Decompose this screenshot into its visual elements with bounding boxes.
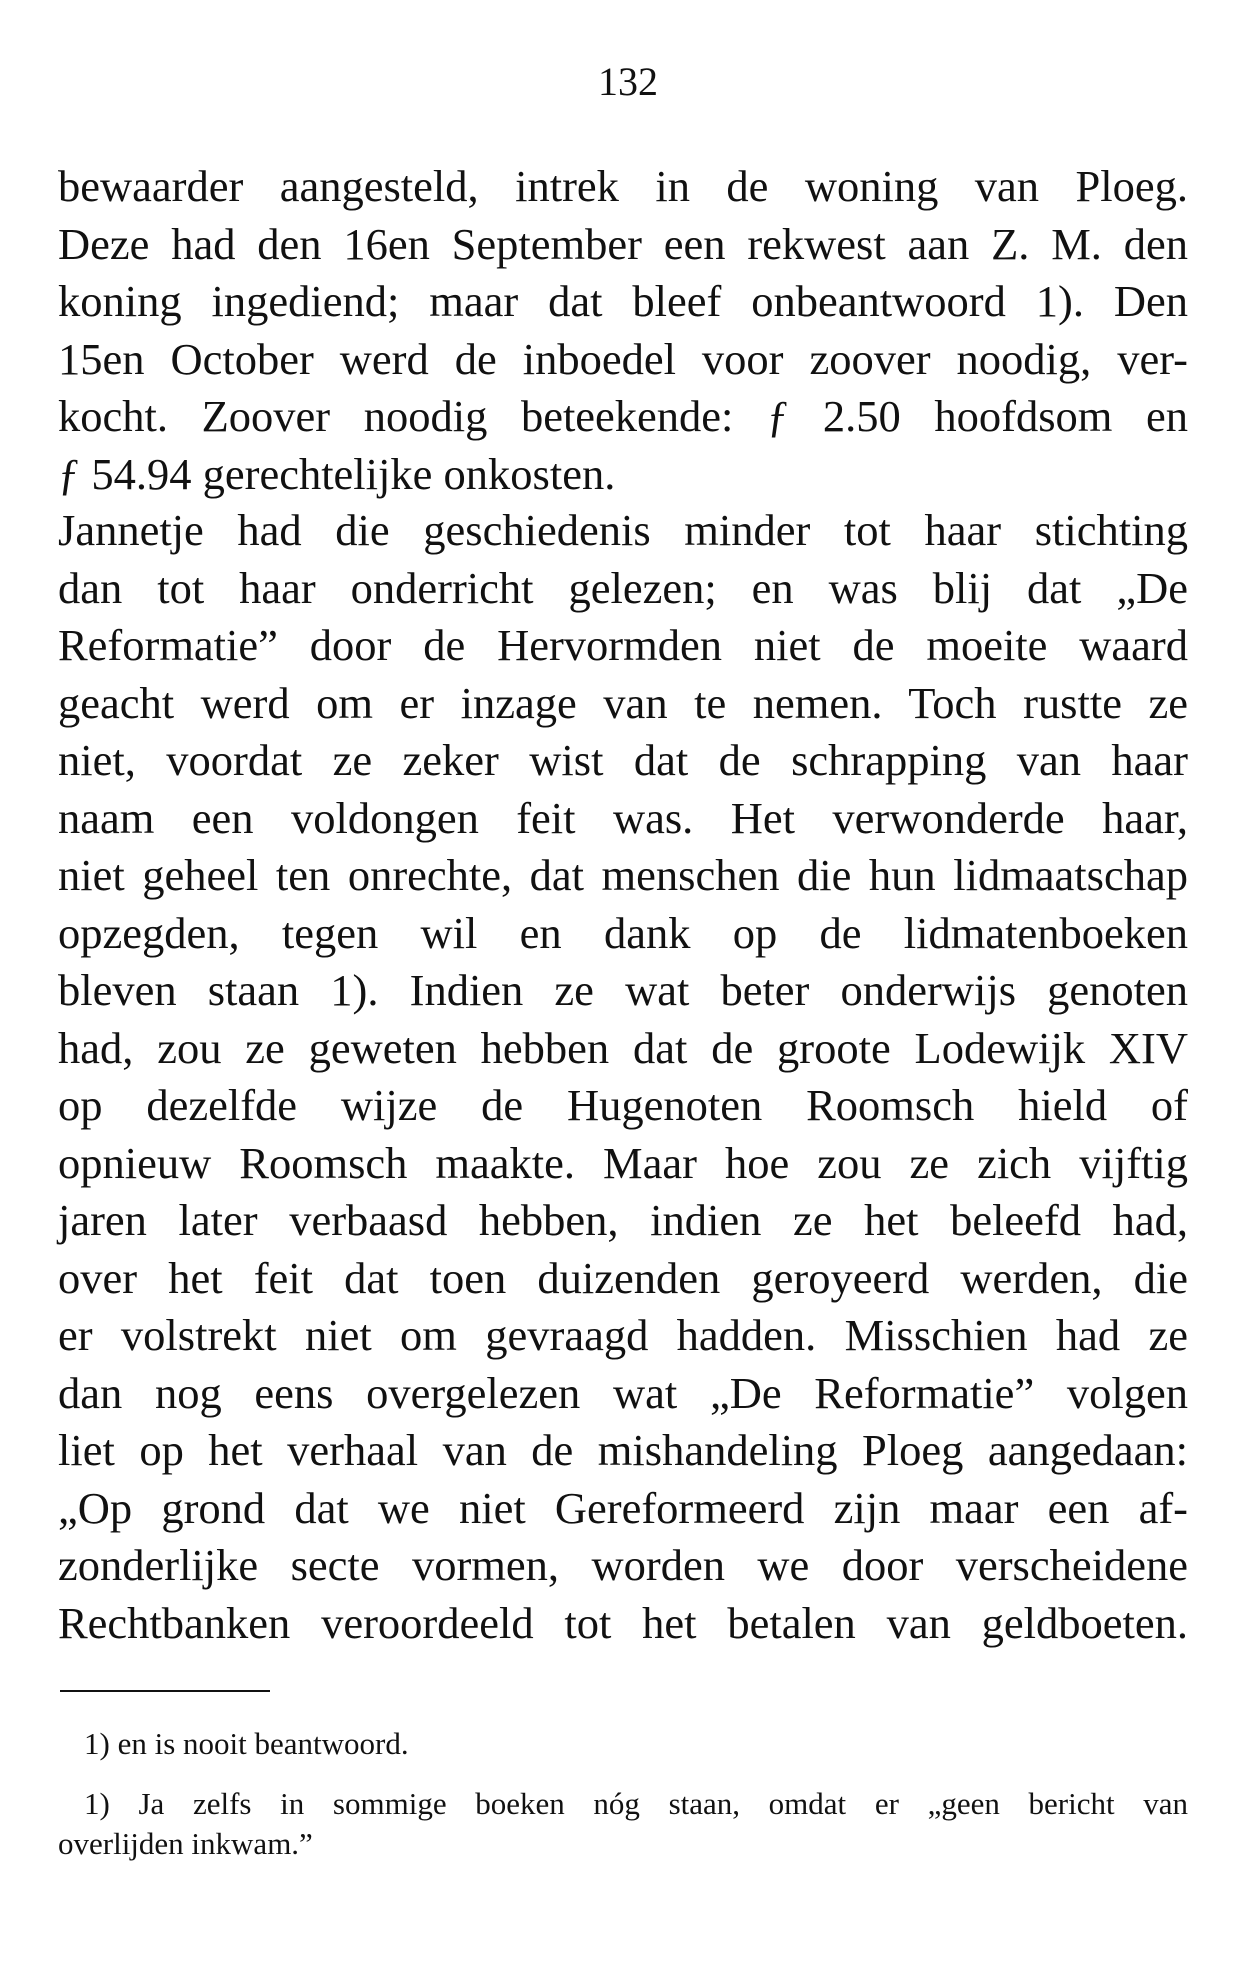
footnote-line: 1) en is nooit beantwoord. <box>84 1726 409 1761</box>
text-line: niet geheel ten onrechte, dat menschen die hun lidmaatschap <box>58 850 1188 900</box>
text-line: „Op grond dat we niet Gereformeerd zijn maar een af- <box>58 1482 1188 1533</box>
text-line: naam een voldongen feit was. Het verwonderde haar, <box>58 792 1188 843</box>
text-line: Deze had den 16en September een rekwest aan Z. M. den <box>58 218 1188 269</box>
text-line: niet, voordat ze zeker wist dat de schrapping van haar <box>58 735 1188 785</box>
page-number: 132 <box>598 59 658 104</box>
text-line: opnieuw Roomsch maakte. Maar hoe zou ze zich vijftig <box>58 1137 1188 1188</box>
text-line: koning ingediend; maar dat bleef onbeantwoord 1). Den <box>58 276 1188 326</box>
text-line: Jannetje had die geschiedenis minder tot haar stichting <box>58 505 1188 555</box>
footnote-divider <box>60 1690 270 1692</box>
text-line: dan tot haar onderricht gelezen; en was blij dat „De <box>58 562 1188 613</box>
text-line: dan nog eens overgelezen wat „De Reformatie” volgen <box>58 1367 1188 1418</box>
text-line: 15en October werd de inboedel voor zoover noodig, ver- <box>58 333 1188 384</box>
footnote-1 <box>84 1724 1188 1782</box>
text-line: zonderlijke secte vormen, worden we door verscheidene <box>58 1540 1188 1590</box>
text-line: jaren later verbaasd hebben, indien ze het beleefd had, <box>58 1195 1188 1245</box>
text-line: ƒ 54.94 gerechtelijke onkosten. <box>58 448 616 499</box>
paragraph-1 <box>58 158 1188 503</box>
text-line: bewaarder aangesteld, intrek in de woning van Ploeg. <box>58 161 1188 211</box>
text-line: op dezelfde wijze de Hugenoten Roomsch hield of <box>58 1080 1188 1130</box>
text-line: over het feit dat toen duizenden geroyeerd werden, die <box>58 1252 1188 1303</box>
text-line: liet op het verhaal van de mishandeling Ploeg aangedaan: <box>58 1425 1188 1475</box>
footnote-2 <box>58 1784 1188 1864</box>
paragraph-2 <box>58 502 1188 1652</box>
text-line: Rechtbanken veroordeeld tot het betalen van geldboeten. <box>58 1597 1188 1648</box>
text-line: geacht werd om er inzage van te nemen. Toch rustte ze <box>58 677 1188 728</box>
text-line: kocht. Zoover noodig beteekende: ƒ 2.50 hoofdsom en <box>58 391 1188 441</box>
text-line: Reformatie” door de Hervormden niet de moeite waard <box>58 620 1188 670</box>
text-line: er volstrekt niet om gevraagd hadden. Misschien had ze <box>58 1310 1188 1360</box>
text-line: bleven staan 1). Indien ze wat beter onderwijs genoten <box>58 965 1188 1015</box>
footnote-line: overlijden inkwam.” <box>58 1826 313 1861</box>
footnote-line: 1) Ja zelfs in sommige boeken nóg staan, omdat er „geen bericht van <box>84 1786 1188 1821</box>
text-line: had, zou ze geweten hebben dat de groote Lodewijk XIV <box>58 1022 1188 1073</box>
text-line: opzegden, tegen wil en dank op de lidmatenboeken <box>58 907 1188 958</box>
